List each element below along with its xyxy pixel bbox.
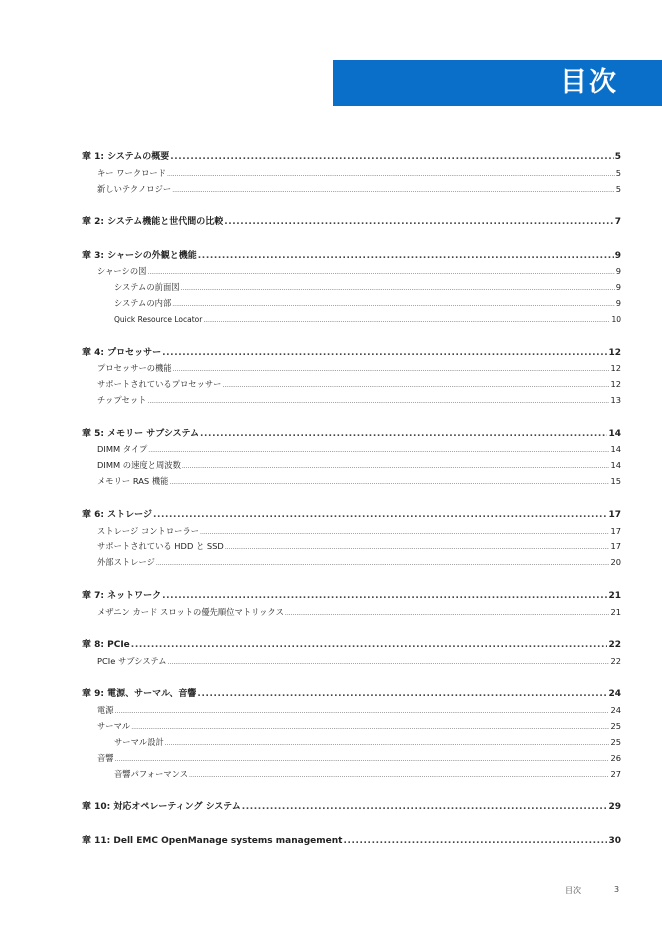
dot-leader — [197, 687, 607, 703]
toc-entry[interactable] — [82, 442, 621, 458]
toc-entry-title: サポートされているプロセッサー — [97, 379, 222, 390]
toc-chapter-entry[interactable] — [82, 346, 621, 362]
toc-page-number: 22 — [610, 655, 621, 666]
toc-entry-title: DIMM の速度と周波数 — [97, 460, 181, 471]
toc-chapter-entry[interactable] — [82, 687, 621, 703]
toc-entry-title: シャーシの図 — [97, 266, 147, 277]
toc-entry[interactable] — [82, 767, 621, 783]
dot-leader — [189, 768, 609, 783]
toc-chapter — [82, 150, 621, 198]
toc-page-number: 12 — [610, 379, 621, 390]
toc-entry-title: 章 1: システムの概要 — [82, 152, 170, 162]
toc-page-number: 5 — [615, 183, 621, 194]
toc-chapter-entry[interactable] — [82, 215, 621, 231]
toc-chapter — [82, 687, 621, 782]
toc-entry-title: 章 4: プロセッサー — [82, 347, 162, 358]
toc-entry[interactable] — [82, 296, 621, 312]
dot-leader — [172, 183, 615, 198]
toc-entry[interactable] — [82, 393, 621, 409]
dot-leader — [162, 589, 607, 605]
toc-page-number: 7 — [614, 217, 621, 228]
toc-entry[interactable] — [82, 361, 621, 377]
footer-page-number: 3 — [614, 885, 620, 894]
toc-entry-title: システムの前面図 — [114, 282, 180, 293]
toc-chapter-entry[interactable] — [82, 638, 621, 654]
toc-entry-title: 音響パフォーマンス — [114, 768, 189, 779]
toc-page-number: 17 — [610, 525, 621, 536]
toc-entry[interactable] — [82, 524, 621, 540]
toc-entry-title: メモリー RAS 機能 — [97, 476, 169, 487]
dot-leader — [162, 346, 607, 362]
toc-entry[interactable] — [82, 605, 621, 621]
toc-page-number: 26 — [610, 752, 621, 763]
toc-entry-title: 章 7: ネットワーク — [82, 590, 162, 601]
toc-entry-title: 章 2: システム機能と世代間の比較 — [82, 217, 224, 228]
toc-chapter — [82, 346, 621, 410]
table-of-contents — [82, 150, 621, 867]
page-title: 目次 — [560, 67, 618, 98]
dot-leader — [170, 150, 614, 166]
toc-page-number: 25 — [610, 736, 621, 747]
toc-chapter-entry[interactable] — [82, 834, 621, 850]
dot-leader — [148, 443, 609, 458]
toc-chapter — [82, 427, 621, 491]
dot-leader — [147, 265, 614, 280]
toc-page-number: 12 — [608, 347, 621, 358]
toc-entry-title: 章 5: メモリー サブシステム — [82, 428, 200, 439]
toc-entry[interactable] — [82, 182, 621, 198]
toc-entry[interactable] — [82, 377, 621, 393]
toc-entry-title: サポートされている HDD と SSD — [97, 541, 224, 552]
toc-page-number: 9 — [614, 250, 621, 261]
toc-entry-title: 電源 — [97, 705, 114, 716]
toc-entry[interactable] — [82, 280, 621, 296]
toc-chapter — [82, 589, 621, 621]
toc-page-number: 24 — [610, 705, 621, 716]
toc-entry-title: 音響 — [97, 752, 114, 763]
toc-page-number: 9 — [615, 282, 621, 293]
dot-leader — [173, 362, 610, 377]
dot-leader — [131, 720, 609, 735]
toc-page-number: 14 — [610, 460, 621, 471]
toc-page-number: 9 — [615, 266, 621, 277]
toc-page-number: 27 — [610, 768, 621, 779]
toc-entry-title: システムの内部 — [114, 298, 172, 309]
dot-leader — [224, 215, 614, 231]
dot-leader — [167, 167, 615, 182]
toc-entry[interactable] — [82, 751, 621, 767]
toc-entry-title: ストレージ コントローラー — [97, 525, 200, 536]
toc-page-number: 13 — [610, 395, 621, 406]
toc-chapter — [82, 508, 621, 572]
toc-entry-title: 外部ストレージ — [97, 557, 155, 568]
dot-leader — [147, 394, 609, 409]
dot-leader — [203, 313, 610, 328]
toc-entry-title: DIMM タイプ — [97, 444, 148, 455]
toc-entry-title: チップセット — [97, 395, 147, 406]
toc-page-number: 10 — [611, 315, 621, 325]
toc-page-number: 5 — [615, 167, 621, 178]
dot-leader — [172, 297, 614, 312]
toc-entry[interactable] — [82, 539, 621, 555]
toc-chapter-entry[interactable] — [82, 249, 621, 265]
dot-leader — [153, 508, 608, 524]
toc-entry[interactable] — [82, 555, 621, 571]
toc-page-number: 17 — [610, 541, 621, 552]
toc-entry-title: 章 6: ストレージ — [82, 509, 152, 520]
dot-leader — [222, 378, 609, 393]
toc-chapter — [82, 215, 621, 231]
toc-page-number: 24 — [608, 689, 621, 700]
footer-label: 目次 — [565, 886, 581, 895]
dot-leader — [156, 556, 610, 571]
toc-entry-title: メザニン カード スロットの優先順位マトリックス — [97, 606, 284, 617]
toc-entry[interactable] — [82, 735, 621, 751]
toc-entry-title: 章 8: PCIe — [82, 639, 130, 650]
toc-chapter — [82, 638, 621, 670]
toc-chapter-entry[interactable] — [82, 427, 621, 443]
toc-chapter — [82, 249, 621, 328]
toc-page-number: 20 — [610, 557, 621, 568]
toc-chapter-entry[interactable] — [82, 150, 621, 166]
toc-chapter — [82, 834, 621, 850]
dot-leader — [181, 281, 615, 296]
title-banner — [333, 60, 662, 106]
toc-chapter-entry[interactable] — [82, 508, 621, 524]
toc-page-number: 21 — [608, 590, 621, 601]
toc-entry-title: 章 9: 電源、サーマル、音響 — [82, 689, 197, 700]
toc-entry-title: プロセッサーの機能 — [97, 363, 172, 374]
dot-leader — [169, 475, 609, 490]
toc-entry-title: サーマル — [97, 721, 131, 732]
toc-entry[interactable] — [82, 703, 621, 719]
toc-entry-title: PCIe サブシステム — [97, 655, 167, 666]
toc-entry[interactable] — [82, 474, 621, 490]
toc-entry-title: 章 3: シャーシの外観と機能 — [82, 250, 197, 261]
dot-leader — [115, 752, 610, 767]
toc-entry[interactable] — [82, 654, 621, 670]
toc-page-number: 5 — [614, 152, 621, 162]
dot-leader — [200, 427, 607, 443]
toc-page-number: 14 — [610, 444, 621, 455]
dot-leader — [131, 638, 608, 654]
toc-page-number: 17 — [608, 509, 621, 520]
toc-entry-title: 章 11: Dell EMC OpenManage systems management — [82, 835, 343, 846]
dot-leader — [182, 459, 610, 474]
toc-page-number: 12 — [610, 363, 621, 374]
toc-chapter-entry[interactable] — [82, 589, 621, 605]
dot-leader — [200, 525, 609, 540]
dot-leader — [198, 249, 614, 265]
toc-page-number: 15 — [610, 476, 621, 487]
toc-page-number: 25 — [610, 721, 621, 732]
dot-leader — [242, 800, 608, 816]
toc-page-number: 14 — [608, 428, 621, 439]
toc-page-number: 9 — [615, 298, 621, 309]
dot-leader — [168, 655, 610, 670]
toc-chapter — [82, 800, 621, 816]
toc-entry-title: サーマル設計 — [114, 736, 164, 747]
toc-entry-title: 章 10: 対応オペレーティング システム — [82, 802, 241, 813]
toc-page-number: 21 — [610, 606, 621, 617]
toc-entry[interactable] — [82, 312, 621, 328]
dot-leader — [285, 606, 610, 621]
toc-entry[interactable] — [82, 264, 621, 280]
toc-entry-title: 新しいテクノロジー — [97, 183, 172, 194]
dot-leader — [225, 540, 610, 555]
toc-entry[interactable] — [82, 166, 621, 182]
toc-entry[interactable] — [82, 719, 621, 735]
toc-chapter-entry[interactable] — [82, 800, 621, 816]
dot-leader — [165, 736, 610, 751]
toc-entry-title: Quick Resource Locator — [114, 315, 203, 325]
toc-entry-title: キー ワークロード — [97, 167, 167, 178]
toc-entry[interactable] — [82, 458, 621, 474]
toc-page-number: 22 — [608, 639, 621, 650]
dot-leader — [115, 704, 610, 719]
dot-leader — [343, 834, 607, 850]
toc-page-number: 29 — [608, 802, 621, 813]
toc-page-number: 30 — [608, 835, 621, 846]
